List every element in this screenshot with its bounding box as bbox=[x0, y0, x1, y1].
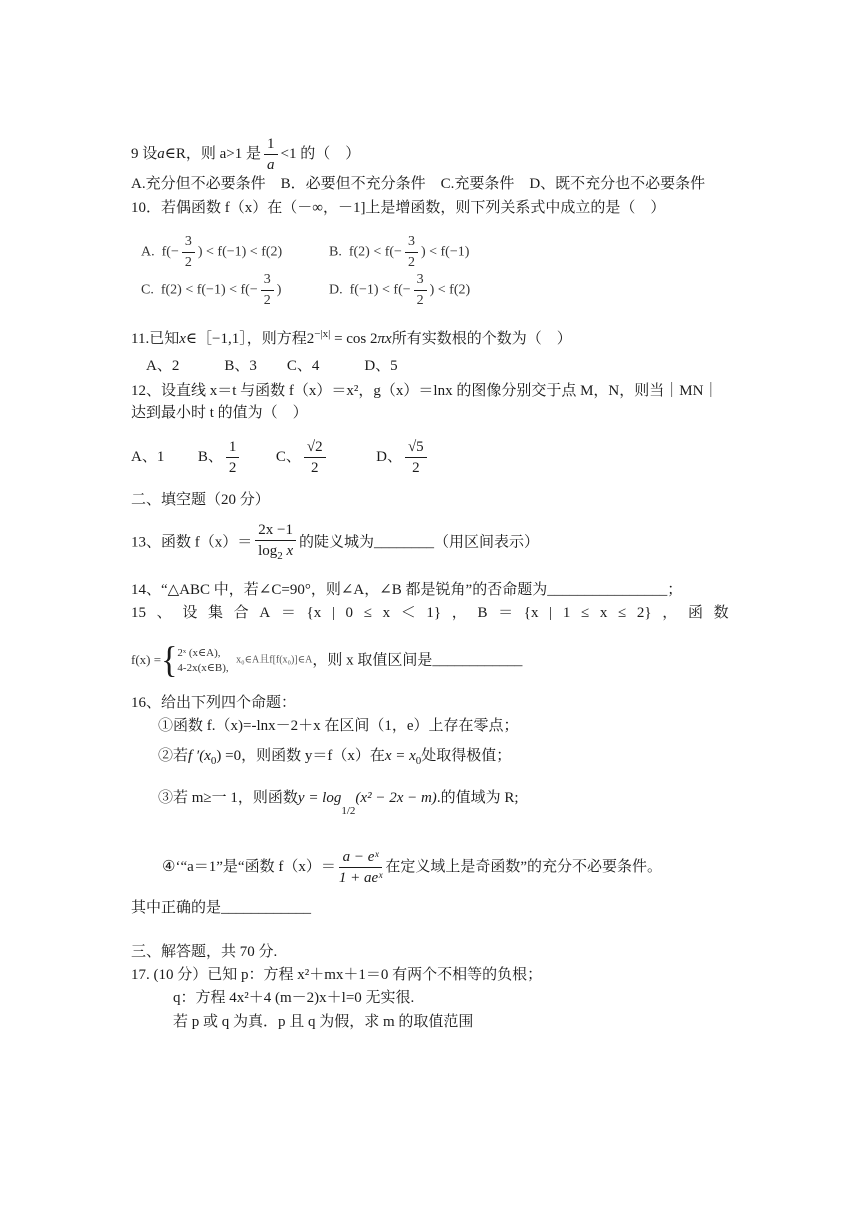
q13-frac-num: 2x −1 bbox=[255, 520, 296, 541]
q15-token: 0 bbox=[345, 605, 354, 621]
q11-suffix: 所有实数根的个数为（ ） bbox=[391, 331, 572, 347]
q15-token: 集 bbox=[208, 605, 224, 621]
q15-token: ， bbox=[451, 605, 467, 621]
q10-opt-b-left: f(2) < f(− bbox=[348, 244, 402, 260]
q16-prop-3 bbox=[158, 788, 519, 817]
q10-opt-c-num: 3 bbox=[261, 270, 274, 291]
q15-token: 函 bbox=[687, 605, 703, 621]
q12-opt-d-num: √5 bbox=[405, 437, 427, 458]
q12-opt-b-frac bbox=[226, 437, 240, 478]
q10-opt-d-left: f(−1) < f(− bbox=[349, 282, 411, 298]
q15-token: ≤ bbox=[363, 605, 372, 621]
q13-den-base: 2 bbox=[277, 550, 283, 562]
q13-stem bbox=[131, 520, 539, 566]
q13-prefix: 13、函数 f（x）＝ bbox=[131, 534, 253, 551]
q15-token: 合 bbox=[233, 605, 249, 621]
q15-line1 bbox=[131, 603, 729, 623]
q10-opt-c-left: f(2) < f(−1) < f(− bbox=[160, 282, 258, 298]
q10-stem: 10．若偶函数 f（x）在（－∞，－1]上是增函数，则下列关系式中成立的是（ ） bbox=[131, 200, 666, 216]
q13-fraction bbox=[255, 520, 296, 566]
q10-option-c bbox=[141, 270, 281, 311]
q12-opt-c-num: √2 bbox=[304, 437, 326, 458]
q17-line3: 若 p 或 q 为真．p 且 q 为假，求 m 的取值范围 bbox=[173, 1014, 474, 1030]
q10-opt-b-right: ) < f(−1) bbox=[420, 244, 470, 260]
q9-fraction bbox=[264, 134, 278, 175]
q16-p2-a: ②若 bbox=[158, 748, 189, 764]
q15-token: {x bbox=[306, 605, 322, 621]
q9-in-r: ∈R，则 a>1 是 bbox=[164, 145, 261, 162]
q16-prop-4 bbox=[162, 847, 662, 888]
q16-p3-b: .的值域为 R; bbox=[436, 790, 519, 806]
q10-opt-a-left: f(− bbox=[161, 244, 179, 260]
q10-opt-d-right: ) < f(2) bbox=[429, 282, 471, 298]
q16-answer: 其中正确的是____________ bbox=[131, 900, 312, 916]
q15-token: 设 bbox=[182, 605, 198, 621]
q14-stem: 14、“△ABC 中，若∠C=90°，则∠A，∠B 都是锐角”的否命题为________________； bbox=[131, 582, 683, 598]
q13-frac-den bbox=[255, 541, 296, 566]
q16-p4-num: a − eˣ bbox=[339, 847, 383, 868]
q10-opt-a-den: 2 bbox=[184, 255, 192, 270]
q15-token: x bbox=[382, 605, 391, 621]
q11-eq-base: 2 bbox=[306, 331, 315, 347]
q16-p3-base: 1/2 bbox=[341, 805, 356, 817]
q17-line1: 17. (10 分）已知 p：方程 x²＋mx＋1＝0 有两个不相等的负根； bbox=[131, 967, 543, 983]
q16-p4-b: 在定义域上是奇函数”的充分不必要条件。 bbox=[385, 858, 663, 875]
q11-var-x: x bbox=[179, 331, 186, 347]
q15-token: | bbox=[549, 605, 553, 621]
q11-eq-rest: = cos 2 bbox=[330, 331, 378, 347]
q15-case-2: 4-2x(x∈B), bbox=[177, 661, 229, 674]
q10-opt-d-num: 3 bbox=[414, 270, 427, 291]
q17-line2: q：方程 4x²＋4 (m－2)x＋l=0 无实很. bbox=[173, 990, 415, 1006]
q15-suffix: ，则 x 取值区间是____________ bbox=[312, 652, 523, 669]
q16-p4-a: ④‘“a＝1”是“函数 f（x）＝ bbox=[162, 858, 336, 875]
q16-p2-f: f ′(x bbox=[188, 748, 211, 764]
q12-line2: 达到最小时 t 的值为（ ） bbox=[131, 405, 308, 421]
q16-p2-sub2: 0 bbox=[415, 755, 422, 767]
q12-opt-b-label: B、 bbox=[197, 448, 223, 465]
q15-token: ＝ bbox=[498, 605, 514, 621]
q15-token: 、 bbox=[156, 605, 172, 621]
q12-opt-b-den: 2 bbox=[228, 460, 237, 476]
q10-option-b bbox=[329, 232, 469, 273]
q10-opt-c-right: ) bbox=[276, 282, 282, 298]
q16-p2-b: ) =0，则函数 y＝f（x）在 bbox=[216, 748, 385, 764]
q15-token: ＜ bbox=[400, 605, 416, 621]
q15-brace: { bbox=[161, 639, 178, 681]
q16-prop-2 bbox=[158, 746, 511, 771]
q10-opt-c-den: 2 bbox=[263, 293, 271, 308]
q16-p4-den: 1 + aeˣ bbox=[338, 870, 383, 886]
q15-token: | bbox=[331, 605, 335, 621]
q15-token: 1 bbox=[562, 605, 571, 621]
q16-p2-c: 处取得极值； bbox=[421, 748, 512, 764]
q12-options bbox=[131, 437, 430, 478]
q15-cases bbox=[177, 646, 228, 676]
q15-token: B bbox=[477, 605, 488, 621]
q10-opt-d-den: 2 bbox=[416, 293, 424, 308]
q12-opt-c-den: 2 bbox=[310, 460, 319, 476]
q10-opt-a-right: ) < f(−1) < f(2) bbox=[197, 244, 283, 260]
q15-token: ＝ bbox=[280, 605, 296, 621]
section-3-heading: 三、解答题，共 70 分. bbox=[131, 944, 278, 960]
q13-den-log: log bbox=[258, 543, 278, 559]
q15-line2 bbox=[131, 641, 522, 679]
q12-opt-c-label: C、 bbox=[275, 448, 301, 465]
q12-opt-d-den: 2 bbox=[412, 460, 420, 476]
q10-opt-b-frac bbox=[405, 232, 418, 273]
q15-token: 数 bbox=[713, 605, 729, 621]
q12-opt-c-frac bbox=[304, 437, 326, 478]
q10-opt-c-frac bbox=[261, 270, 274, 311]
q10-option-a bbox=[141, 232, 282, 273]
q15-f-label: f(x) = bbox=[131, 652, 162, 667]
q15-token: ≤ bbox=[618, 605, 627, 621]
q12-opt-d-frac bbox=[405, 437, 427, 478]
q9-frac-num: 1 bbox=[264, 134, 278, 155]
q13-den-x: x bbox=[286, 543, 294, 559]
q11-mid: ∈［−1,1］，则方程 bbox=[185, 331, 307, 347]
q15-token: {x bbox=[523, 605, 539, 621]
q9-var-a: a bbox=[157, 145, 165, 162]
q12-opt-a: A、1 bbox=[131, 448, 165, 465]
q11-prefix: 11.已知 bbox=[131, 331, 180, 347]
q11-eq-exponent: −|x| bbox=[314, 328, 331, 340]
q16-p3-y: y = log bbox=[297, 790, 342, 806]
q15-token: 1} bbox=[426, 605, 442, 621]
q16-p3-a: ③若 m≥一 1，则函数 bbox=[158, 790, 298, 806]
q9-stem bbox=[131, 134, 360, 175]
q16-p3-arg: (x² − 2x − m) bbox=[355, 790, 437, 806]
q13-suffix: 的陡义城为________（用区间表示） bbox=[298, 534, 539, 551]
section-2-heading: 二、填空题（20 分） bbox=[131, 492, 270, 508]
q16-p2-sub: 0 bbox=[210, 755, 217, 767]
q10-opt-d-frac bbox=[414, 270, 427, 311]
q10-opt-b-label: B. bbox=[329, 244, 342, 260]
q15-case-1: 2ˣ (x∈A), bbox=[177, 646, 221, 659]
q9-prefix: 9 设 bbox=[131, 145, 158, 162]
q15-condition: x₀∈A且f[f(x₀)]∈A bbox=[236, 654, 313, 666]
q10-opt-d-label: D. bbox=[329, 282, 343, 298]
q11-options: A、2 B、3 C、4 D、5 bbox=[146, 358, 398, 374]
q15-token: 2} bbox=[636, 605, 652, 621]
q16-prop-1: ①函数 f.（x)=-lnx－2＋x 在区间（1，e）上存在零点； bbox=[158, 718, 519, 734]
q10-opt-b-den: 2 bbox=[407, 255, 415, 270]
q9-suffix: <1 的（ ） bbox=[280, 145, 361, 162]
q16-stem: 16、给出下列四个命题： bbox=[131, 695, 297, 711]
q12-line1: 12、设直线 x＝t 与函数 f（x）＝x²，g（x）＝lnx 的图像分别交于点 M，N，则当｜MN｜ bbox=[131, 383, 719, 399]
q15-token: 15 bbox=[131, 605, 146, 621]
q11-pix: πx bbox=[377, 331, 392, 347]
q10-opt-a-frac bbox=[182, 232, 195, 273]
q15-token: A bbox=[259, 605, 271, 621]
q10-opt-c-label: C. bbox=[141, 282, 154, 298]
q16-p4-fraction bbox=[339, 847, 383, 888]
q12-opt-d-label: D、 bbox=[376, 448, 402, 465]
q10-option-d bbox=[329, 270, 470, 311]
q15-token: x bbox=[599, 605, 608, 621]
q9-options: A.充分但不必要条件 B．必要但不充分条件 C.充要条件 D、既不充分也不必要条件 bbox=[131, 176, 706, 192]
q9-frac-den: a bbox=[267, 157, 275, 173]
q10-opt-b-num: 3 bbox=[405, 232, 418, 253]
q15-token: ≤ bbox=[580, 605, 590, 621]
q16-p2-x: x = x bbox=[384, 748, 416, 764]
q10-opt-a-num: 3 bbox=[182, 232, 195, 253]
q12-opt-b-num: 1 bbox=[226, 437, 240, 458]
q11-stem bbox=[131, 324, 572, 349]
q15-token: ， bbox=[662, 605, 678, 621]
q10-opt-a-label: A. bbox=[141, 244, 155, 260]
